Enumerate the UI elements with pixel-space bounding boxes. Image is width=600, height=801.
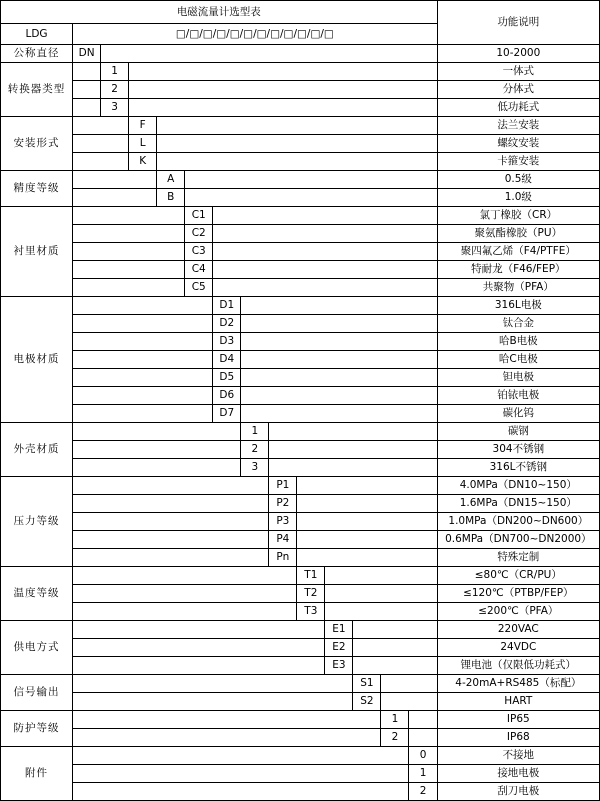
table-row	[1, 135, 600, 153]
table-row	[1, 639, 600, 657]
table-row	[1, 99, 600, 117]
code-cell-0-0: DN	[73, 45, 101, 63]
code-cell-7-2: P3	[269, 513, 297, 531]
function-cell-8-2: ≤200℃（PFA）	[437, 603, 599, 621]
table-row	[1, 45, 600, 63]
filler-right	[241, 333, 437, 351]
filler-right	[157, 117, 437, 135]
filler-left	[73, 459, 241, 477]
filler-left	[73, 639, 325, 657]
category-label-11: 防护等级	[1, 711, 73, 747]
code-cell-9-1: E2	[325, 639, 353, 657]
function-cell-6-1: 304不锈钢	[437, 441, 599, 459]
filler-left	[73, 117, 129, 135]
function-cell-5-5: 铂铱电极	[437, 387, 599, 405]
table-row	[1, 351, 600, 369]
function-cell-8-0: ≤80℃（CR/PU）	[437, 567, 599, 585]
category-label-0: 公称直径	[1, 45, 73, 63]
table-row	[1, 567, 600, 585]
function-cell-12-2: 刮刀电极	[437, 783, 599, 801]
filler-left	[73, 387, 213, 405]
filler-right	[353, 639, 437, 657]
category-label-5: 电极材质	[1, 297, 73, 423]
filler-right	[297, 495, 437, 513]
code-cell-11-1: 2	[381, 729, 409, 747]
function-cell-5-6: 碳化钨	[437, 405, 599, 423]
code-cell-7-3: P4	[269, 531, 297, 549]
function-cell-2-2: 卡箍安装	[437, 153, 599, 171]
function-cell-4-2: 聚四氟乙烯（F4/PTFE）	[437, 243, 599, 261]
table-row	[1, 297, 600, 315]
function-cell-5-4: 钽电极	[437, 369, 599, 387]
function-cell-5-0: 316L电极	[437, 297, 599, 315]
table-row	[1, 783, 600, 801]
filler-left	[73, 171, 157, 189]
filler-right	[325, 567, 437, 585]
table-row	[1, 207, 600, 225]
table-row	[1, 531, 600, 549]
code-cell-5-4: D5	[213, 369, 241, 387]
code-cell-10-1: S2	[353, 693, 381, 711]
function-cell-10-0: 4-20mA+RS485（标配）	[437, 675, 599, 693]
code-cell-2-2: K	[129, 153, 157, 171]
code-cell-8-2: T3	[297, 603, 325, 621]
table-row	[1, 117, 600, 135]
code-cell-12-2: 2	[409, 783, 437, 801]
code-cell-2-0: F	[129, 117, 157, 135]
code-cell-6-2: 3	[241, 459, 269, 477]
function-cell-9-0: 220VAC	[437, 621, 599, 639]
filler-left	[73, 495, 269, 513]
table-row	[1, 711, 600, 729]
code-cell-4-4: C5	[185, 279, 213, 297]
table-row	[1, 369, 600, 387]
function-cell-4-3: 特耐龙（F46/FEP）	[437, 261, 599, 279]
filler-left	[73, 783, 409, 801]
sheet-title: 电磁流量计选型表	[1, 1, 438, 24]
filler-right	[185, 171, 437, 189]
filler-left	[73, 657, 325, 675]
filler-left	[73, 477, 269, 495]
table-body	[1, 1, 600, 801]
function-cell-11-0: IP65	[437, 711, 599, 729]
filler-left	[73, 621, 325, 639]
filler-left	[73, 567, 297, 585]
category-label-8: 温度等级	[1, 567, 73, 621]
table-row	[1, 603, 600, 621]
code-cell-10-0: S1	[353, 675, 381, 693]
filler-left	[73, 297, 213, 315]
code-cell-11-0: 1	[381, 711, 409, 729]
code-cell-6-0: 1	[241, 423, 269, 441]
code-cell-8-0: T1	[297, 567, 325, 585]
category-label-7: 压力等级	[1, 477, 73, 567]
filler-right	[381, 675, 437, 693]
filler-right	[269, 459, 437, 477]
filler-right	[269, 441, 437, 459]
table-row	[1, 315, 600, 333]
code-cell-5-5: D6	[213, 387, 241, 405]
filler-left	[73, 189, 157, 207]
filler-left	[73, 531, 269, 549]
table-row	[1, 171, 600, 189]
function-cell-7-1: 1.6MPa（DN15~150）	[437, 495, 599, 513]
table-row	[1, 279, 600, 297]
table-row	[1, 621, 600, 639]
function-cell-12-1: 接地电极	[437, 765, 599, 783]
category-label-9: 供电方式	[1, 621, 73, 675]
category-label-10: 信号输出	[1, 675, 73, 711]
filler-left	[73, 99, 101, 117]
filler-right	[213, 261, 437, 279]
code-cell-1-0: 1	[101, 63, 129, 81]
filler-right	[269, 423, 437, 441]
function-cell-10-1: HART	[437, 693, 599, 711]
category-label-6: 外壳材质	[1, 423, 73, 477]
filler-right	[213, 207, 437, 225]
function-cell-3-1: 1.0级	[437, 189, 599, 207]
code-cell-7-0: P1	[269, 477, 297, 495]
category-label-12: 附件	[1, 747, 73, 801]
code-cell-8-1: T2	[297, 585, 325, 603]
function-cell-5-2: 哈B电极	[437, 333, 599, 351]
filler-right	[241, 369, 437, 387]
filler-left	[73, 747, 409, 765]
filler-right	[241, 297, 437, 315]
filler-left	[73, 315, 213, 333]
function-cell-5-1: 钛合金	[437, 315, 599, 333]
code-cell-5-2: D3	[213, 333, 241, 351]
table-row	[1, 765, 600, 783]
filler-right	[241, 387, 437, 405]
filler-right	[157, 153, 437, 171]
function-cell-4-4: 共聚物（PFA）	[437, 279, 599, 297]
filler-right	[381, 693, 437, 711]
table-row	[1, 441, 600, 459]
code-cell-4-0: C1	[185, 207, 213, 225]
filler-left	[73, 369, 213, 387]
function-cell-2-0: 法兰安装	[437, 117, 599, 135]
code-cell-1-1: 2	[101, 81, 129, 99]
function-cell-11-1: IP68	[437, 729, 599, 747]
function-cell-6-2: 316L不锈钢	[437, 459, 599, 477]
model-prefix: LDG	[1, 24, 73, 45]
table-row	[1, 261, 600, 279]
filler-right	[241, 315, 437, 333]
table-row	[1, 585, 600, 603]
table-row	[1, 405, 600, 423]
code-cell-1-2: 3	[101, 99, 129, 117]
filler-left	[73, 423, 241, 441]
function-cell-7-3: 0.6MPa（DN700~DN2000）	[437, 531, 599, 549]
filler-left	[73, 207, 185, 225]
filler-right	[353, 657, 437, 675]
code-cell-6-1: 2	[241, 441, 269, 459]
function-cell-7-2: 1.0MPa（DN200~DN600）	[437, 513, 599, 531]
table-row	[1, 675, 600, 693]
category-label-3: 精度等级	[1, 171, 73, 207]
table-row	[1, 513, 600, 531]
table-row	[1, 459, 600, 477]
filler-left	[73, 603, 297, 621]
table-row	[1, 153, 600, 171]
filler-left	[73, 63, 101, 81]
filler-right	[325, 603, 437, 621]
function-cell-4-0: 氯丁橡胶（CR）	[437, 207, 599, 225]
code-cell-5-1: D2	[213, 315, 241, 333]
filler-left	[73, 153, 129, 171]
table-row	[1, 423, 600, 441]
model-slash-boxes: □/□/□/□/□/□/□/□/□/□/□/□	[73, 24, 438, 45]
code-cell-2-1: L	[129, 135, 157, 153]
code-cell-3-1: B	[157, 189, 185, 207]
filler-left	[73, 729, 381, 747]
filler-right	[129, 81, 437, 99]
function-cell-7-0: 4.0MPa（DN10~150）	[437, 477, 599, 495]
filler-right	[297, 513, 437, 531]
table-row	[1, 747, 600, 765]
category-label-4: 衬里材质	[1, 207, 73, 297]
filler-left	[73, 693, 353, 711]
table-row	[1, 243, 600, 261]
filler-right	[409, 711, 437, 729]
table-row	[1, 495, 600, 513]
filler-right	[241, 405, 437, 423]
filler-left	[73, 81, 101, 99]
function-cell-5-3: 哈C电极	[437, 351, 599, 369]
filler-left	[73, 405, 213, 423]
filler-right	[409, 729, 437, 747]
filler-left	[73, 711, 381, 729]
code-cell-7-1: P2	[269, 495, 297, 513]
code-cell-7-4: Pn	[269, 549, 297, 567]
function-cell-1-0: 一体式	[437, 63, 599, 81]
filler-right	[157, 135, 437, 153]
filler-right	[129, 99, 437, 117]
filler-right	[213, 225, 437, 243]
category-label-2: 安装形式	[1, 117, 73, 171]
function-cell-2-1: 螺纹安装	[437, 135, 599, 153]
function-cell-9-2: 锂电池（仅限低功耗式）	[437, 657, 599, 675]
table-row	[1, 693, 600, 711]
category-label-1: 转换器类型	[1, 63, 73, 117]
table-row	[1, 81, 600, 99]
code-cell-5-0: D1	[213, 297, 241, 315]
function-cell-12-0: 不接地	[437, 747, 599, 765]
code-cell-4-1: C2	[185, 225, 213, 243]
filler-right	[297, 549, 437, 567]
filler-right	[185, 189, 437, 207]
table-row	[1, 189, 600, 207]
table-row	[1, 549, 600, 567]
code-cell-4-2: C3	[185, 243, 213, 261]
code-cell-12-0: 0	[409, 747, 437, 765]
filler-left	[73, 549, 269, 567]
filler-left	[73, 441, 241, 459]
filler-left	[73, 135, 129, 153]
filler-left	[73, 279, 185, 297]
table-row	[1, 477, 600, 495]
filler-right	[297, 477, 437, 495]
filler-left	[73, 261, 185, 279]
filler-right	[129, 63, 437, 81]
filler-right	[241, 351, 437, 369]
code-cell-12-1: 1	[409, 765, 437, 783]
function-cell-8-1: ≤120℃（PTBP/FEP）	[437, 585, 599, 603]
table-row	[1, 387, 600, 405]
filler-left	[73, 765, 409, 783]
function-cell-9-1: 24VDC	[437, 639, 599, 657]
function-cell-3-0: 0.5级	[437, 171, 599, 189]
code-cell-5-6: D7	[213, 405, 241, 423]
filler-left	[73, 513, 269, 531]
function-cell-0-0: 10-2000	[437, 45, 599, 63]
filler-right	[101, 45, 438, 63]
function-column-header: 功能说明	[437, 1, 599, 45]
table-row	[1, 333, 600, 351]
table-title-row	[1, 1, 600, 24]
code-cell-9-2: E3	[325, 657, 353, 675]
function-cell-7-4: 特殊定制	[437, 549, 599, 567]
filler-left	[73, 351, 213, 369]
code-cell-5-3: D4	[213, 351, 241, 369]
function-cell-6-0: 碳钢	[437, 423, 599, 441]
function-cell-1-1: 分体式	[437, 81, 599, 99]
table-row	[1, 657, 600, 675]
filler-right	[297, 531, 437, 549]
filler-left	[73, 333, 213, 351]
table-row	[1, 729, 600, 747]
code-cell-9-0: E1	[325, 621, 353, 639]
filler-right	[213, 279, 437, 297]
filler-right	[325, 585, 437, 603]
filler-left	[73, 675, 353, 693]
filler-left	[73, 243, 185, 261]
filler-right	[353, 621, 437, 639]
table-row	[1, 63, 600, 81]
code-cell-4-3: C4	[185, 261, 213, 279]
code-cell-3-0: A	[157, 171, 185, 189]
filler-right	[213, 243, 437, 261]
function-cell-4-1: 聚氨酯橡胶（PU）	[437, 225, 599, 243]
function-cell-1-2: 低功耗式	[437, 99, 599, 117]
table-row	[1, 225, 600, 243]
filler-left	[73, 225, 185, 243]
filler-left	[73, 585, 297, 603]
